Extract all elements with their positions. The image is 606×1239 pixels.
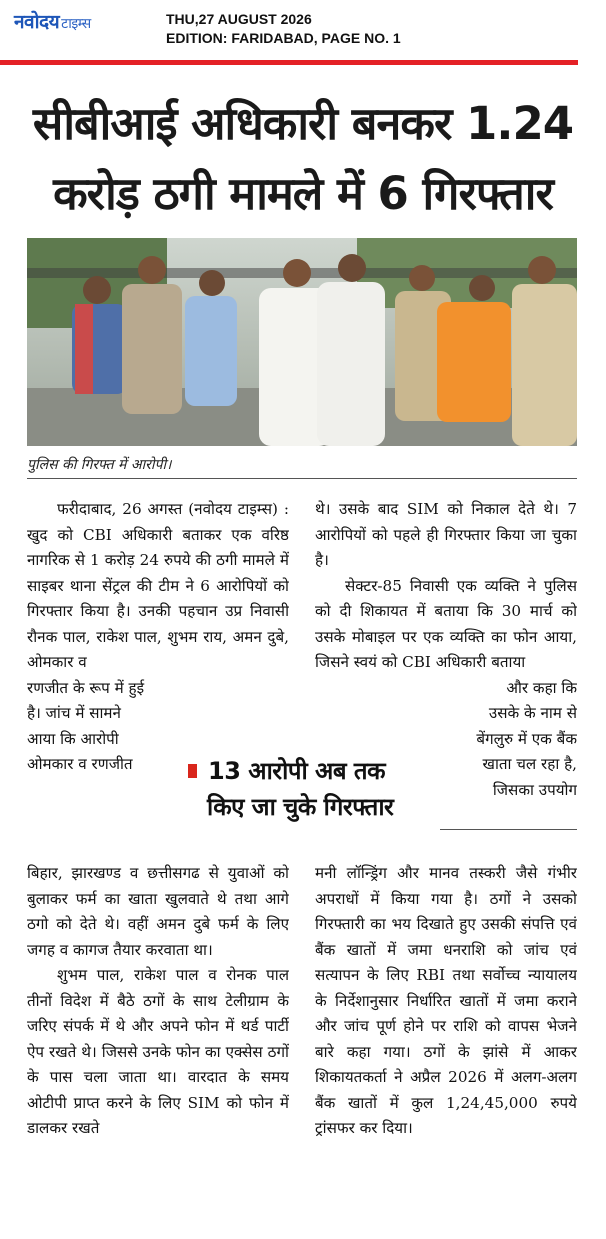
pull-quote-line-2: किए जा चुके गिरफ्तार (207, 793, 394, 821)
paragraph: बिहार, झारखण्ड व छत्तीसगढ से युवाओं को बुलाकर फर्म का खाता खुलवाते थे तथा आगे ठगो को देते थे। वहीं अमन दुबे फर्म के लिए जगह व कागज तैयार करवाता था। (27, 864, 289, 959)
paragraph: बेंगलुरु में एक बैंक (476, 729, 577, 748)
paragraph: सेक्टर-85 निवासी एक व्यक्ति ने पुलिस को दी शिकायत में बताया कि 30 मार्च को उसके मोबाइल पर एक व्यक्ति का फोन आया, जिसने स्वयं को CBI अधिकारी बताया (315, 576, 577, 671)
news-photo (27, 238, 577, 446)
paragraph: मनी लॉन्ड्रिंग और मानव तस्करी जैसे गंभीर अपराधों में किया गया है। ठगों ने उसको गिरफ्तारी का भय दिखाते हुए उसकी संपत्ति एवं बैंक खातों में जमा धनराशि को जांच एवं सत्यापन के लिए RBI तथा सर्वोच्च न्यायालय के निर्देशानुसार निर्धारित खातों में जमा कराने और जांच पूर्ण होने पर राशि को वापस भेजने बारे कहा गया। ठगों के झांसे में आकर शिकायतकर्ता ने अप्रैल 2026 में अलग-अलग बैंक खातों में कुल 1,24,45,000 रुपये ट्रांसफर कर दिया। (315, 864, 577, 1137)
logo-sub-text: टाइम्स (61, 16, 91, 32)
article-column-right-bottom (315, 861, 577, 1231)
edition-info: EDITION: FARIDABAD, PAGE NO. 1 (166, 30, 401, 46)
paragraph: ओमकार व रणजीत (27, 755, 133, 773)
newspaper-logo (14, 8, 91, 34)
photo-caption: पुलिस की गिरफ्त में आरोपी। (27, 457, 172, 473)
headline-line-2: करोड़ ठगी मामले में 6 गिरफ्तार (53, 167, 553, 220)
pull-quote-divider (440, 829, 577, 830)
paragraph: आया कि आरोपी (27, 729, 119, 748)
paragraph: शुभम पाल, राकेश पाल व रोनक पाल तीनों विदेश में बैठे ठगों के साथ टेलीग्राम के जरिए संपर्क में थे और अपने फोन में थर्ड पार्टी ऐप रखते थे। जिससे उनके फोन का एक्सेस ठगों के पास चला जाता था। वारदात के समय ओटीपी प्राप्त करने के लिए SIM को फोन में डालकर रखते (27, 966, 289, 1137)
square-bullet-icon (188, 764, 197, 778)
headline-line-1: सीबीआई अधिकारी बनकर 1.24 (32, 97, 574, 150)
issue-date: THU,27 AUGUST 2026 (166, 11, 312, 27)
caption-divider (27, 478, 577, 479)
paragraph: फरीदाबाद, 26 अगस्त (नवोदय टाइम्स) : खुद को CBI अधिकारी बताकर एक वरिष्ठ नागरिक से 1 करोड़ 24 रुपये की ठगी मामले में साइबर थाना सेंट्रल की टीम ने 6 आरोपियों को गिरफ्तार किया है। उनकी पहचान उप्र निवासी रौनक पाल, राकेश पाल, शुभम राय, अमन दुबे, ओमकार व (27, 500, 289, 671)
logo-main-text: नवोदय (14, 11, 60, 33)
paragraph: थे। उसके बाद SIM को निकाल देते थे। 7 आरोपियों को पहले ही गिरफ्तार किया जा चुका है। (315, 500, 577, 569)
paragraph: उसके के नाम से (488, 704, 577, 722)
paragraph: खाता चल रहा है, (482, 755, 577, 773)
paragraph: जिसका उपयोग (492, 780, 577, 799)
paragraph: है। जांच में सामने (27, 704, 121, 722)
paragraph: रणजीत के रूप में हुई (27, 678, 145, 697)
article-column-left-bottom (27, 861, 289, 1231)
paragraph: और कहा कि (506, 678, 577, 697)
masthead-divider (0, 60, 578, 65)
masthead (0, 0, 606, 62)
pull-quote-line-1: 13 आरोपी अब तक (208, 757, 386, 785)
